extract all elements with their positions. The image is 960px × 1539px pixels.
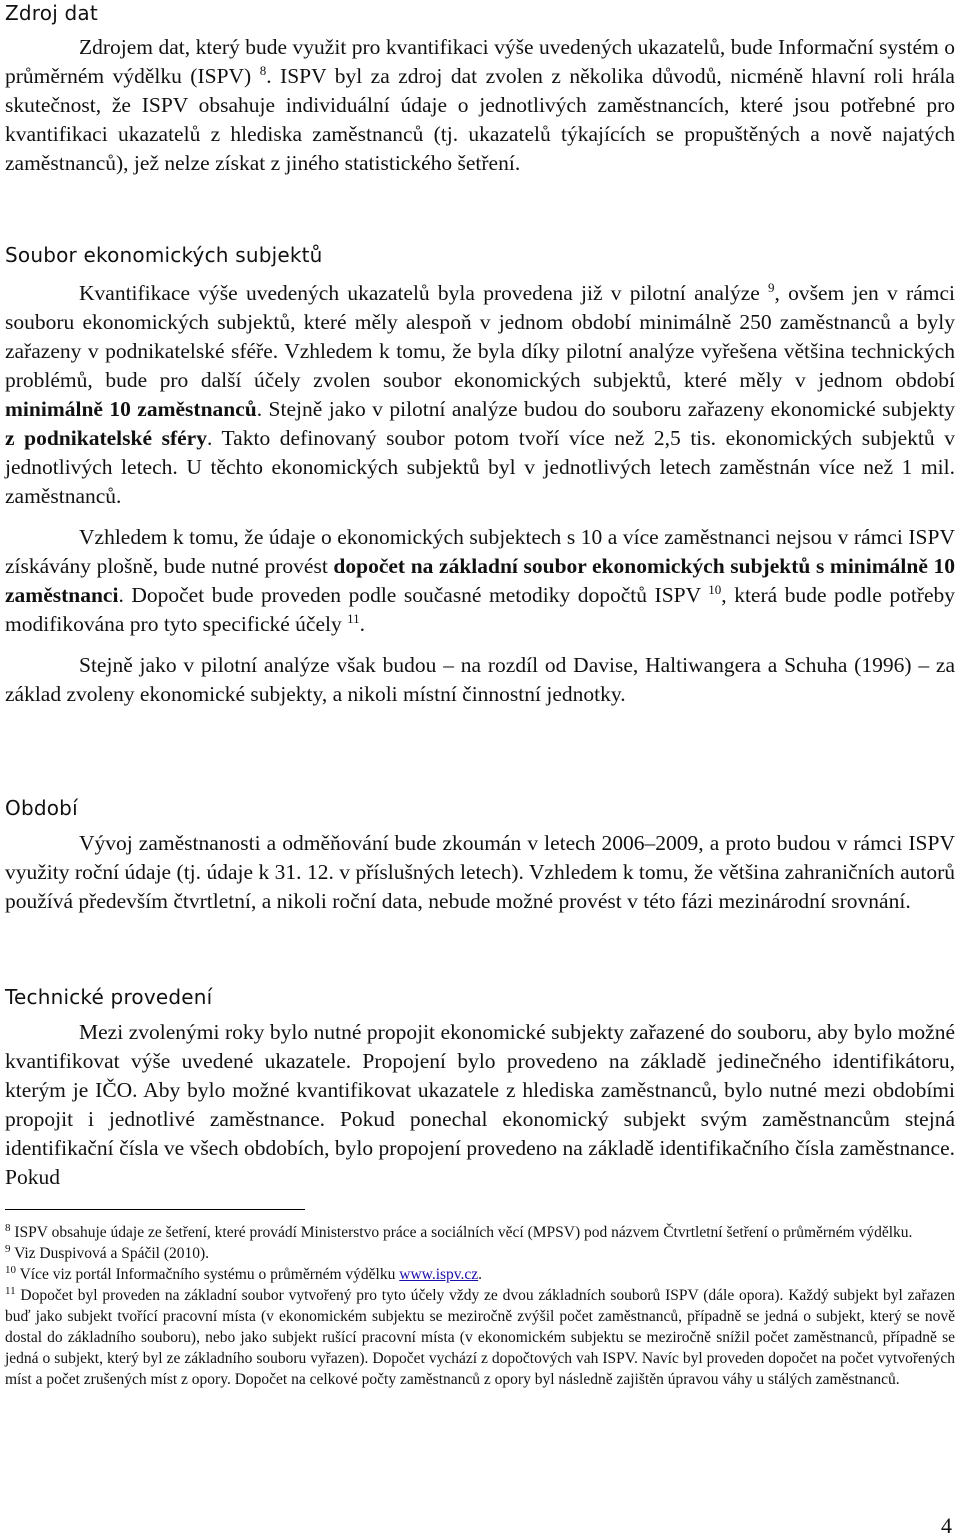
- text-run: . Dopočet bude proveden podle současné metodiky dopočtů ISPV: [118, 583, 709, 607]
- footnote-ref: 10: [708, 582, 722, 597]
- page-number: 4: [941, 1513, 952, 1538]
- footnote-text: Více viz portál Informačního systému o průměrném výdělku: [16, 1266, 400, 1283]
- footnote-number: 11: [5, 1285, 16, 1297]
- footnote: [5, 1285, 955, 1390]
- text-run: . Takto definovaný soubor potom tvoří více než 2,5 tis. ekonomických subjektů v jednotlivých letech. U těchto ekonomických subjektů byl v jednotlivých letech zaměstnán více než 1 mil. zaměstnanců.: [5, 426, 955, 508]
- text-run: Zdrojem dat, který bude využit pro kvantifikaci výše uvedených ukazatelů, bude Informační systém o průměrném výdělku (ISPV): [5, 35, 955, 88]
- text-run: Stejně jako v pilotní analýze však budou – na rozdíl od Davise, Haltiwangera a Schuha (1996) – za základ zvoleny ekonomické subjekty, a nikoli místní činnostní jednotky.: [5, 653, 955, 706]
- footnote-separator: [5, 1209, 305, 1210]
- section-body: [5, 1018, 955, 1192]
- footnote: [5, 1243, 955, 1264]
- paragraph: [5, 523, 955, 639]
- footnote-text: Viz Duspivová a Spáčil (2010).: [10, 1245, 210, 1262]
- bold-text: z podnikatelské sféry: [5, 426, 207, 450]
- footnote: [5, 1264, 955, 1285]
- section-body: [5, 33, 955, 178]
- text-run: . Stejně jako v pilotní analýze budou do souboru zařazeny ekonomické subjekty: [256, 397, 955, 421]
- paragraph: [5, 33, 955, 178]
- footnote-ref: 11: [347, 611, 360, 626]
- text-run: Mezi zvolenými roky bylo nutné propojit ekonomické subjekty zařazené do souboru, aby bylo možné kvantifikovat výše uvedené ukazatele. Propojení bylo provedeno na základě jedinečného identifikátoru, kterým je IČO. Aby bylo možné kvantifikovat ukazatele z hlediska zaměstnanců, bylo nutné mezi obdobími propojit i jednotlivé zaměstnance. Pokud ponechal ekonomický subjekt svým zaměstnancům stejná identifikační čísla ve všech obdobích, bylo propojení provedeno na základě identifikačního čísla zaměstnance. Pokud: [5, 1020, 955, 1189]
- paragraph: [5, 1018, 955, 1192]
- paragraph: [5, 279, 955, 511]
- section-body: [5, 829, 955, 916]
- paragraph: [5, 651, 955, 709]
- footnote-number: 9: [5, 1243, 11, 1255]
- paragraph: [5, 829, 955, 916]
- footnote-ref: 8: [259, 63, 267, 78]
- footnote-ref: 9: [768, 280, 775, 295]
- bold-text: minimálně 10 zaměstnanců: [5, 397, 257, 421]
- footnotes: [5, 1222, 955, 1390]
- ispv-link[interactable]: www.ispv.cz: [399, 1266, 479, 1283]
- section-heading: Zdroj dat: [5, 1, 98, 25]
- text-run: . ISPV byl za zdroj dat zvolen z několika důvodů, nicméně hlavní roli hrála skutečnost, že ISPV obsahuje individuální údaje o jednotlivých zaměstnancích, které jsou potřebné pro kvantifikaci ukazatelů z hlediska zaměstnanců (tj. ukazatelů týkajících se propuštěných a nově najatých zaměstnanců), jež nelze získat z jiného statistického šetření.: [5, 64, 955, 175]
- text-run: Vzhledem k tomu, že údaje o ekonomických subjektech s 10 a více zaměstnanci nejsou v rámci ISPV získávány plošně, bude nutné provést: [5, 525, 955, 578]
- section-heading: Období: [5, 796, 78, 820]
- section-body: [5, 279, 955, 709]
- text-run: .: [359, 612, 366, 636]
- section-heading: Soubor ekonomických subjektů: [5, 243, 323, 267]
- footnote-text: Dopočet byl proveden na základní soubor vytvořený pro tyto účely vždy ze dvou základních souborů ISPV (dále opora). Každý subjekt byl zařazen buď jako subjekt tvořící pracovní místa (v ekonomickém subjektu se meziročně zvýšil počet zaměstnanců, případně se jedná o subjekt, který se nově dostal do základního souboru), nebo jako subjekt rušící pracovní místa (v ekonomickém subjektu se meziročně snížil počet zaměstnanců, případně se jedná o subjekt, který byl ze základního souboru vyřazen). Dopočet vychází z dopočtových vah ISPV. Navíc byl proveden dopočet na počet vytvořených míst a počet zrušených míst z opory. Dopočet na celkové počty zaměstnanců z opory byl následně zajištěn úpravou váhy u stálých zaměstnanců.: [5, 1287, 955, 1388]
- footnote: [5, 1222, 955, 1243]
- bold-text: dopočet na základní soubor ekonomických subjektů s minimálně 10 zaměstnanci: [5, 554, 955, 607]
- section-heading: Technické provedení: [5, 985, 213, 1009]
- text-run: Vývoj zaměstnanosti a odměňování bude zkoumán v letech 2006–2009, a proto budou v rámci ISPV využity roční údaje (tj. údaje k 31. 12. v příslušných letech). Vzhledem k tomu, že většina zahraničních autorů používá především čtvrtletní, a nikoli roční data, nebude možné provést v této fázi mezinárodní srovnání.: [5, 831, 955, 913]
- text-run: , která bude podle potřeby modifikována pro tyto specifické účely: [5, 583, 955, 636]
- text-run: Kvantifikace výše uvedených ukazatelů byla provedena již v pilotní analýze: [79, 281, 769, 305]
- footnote-text: .: [478, 1266, 483, 1283]
- text-run: , ovšem jen v rámci souboru ekonomických subjektů, které měly alespoň v jednom období minimálně 250 zaměstnanců a byly zařazeny v podnikatelské sféře. Vzhledem k tomu, že byla díky pilotní analýze vyřešena většina technických problémů, bude pro další účely zvolen soubor ekonomických subjektů, které měly v jednom období: [5, 281, 956, 392]
- footnote-text: ISPV obsahuje údaje ze šetření, které provádí Ministerstvo práce a sociálních věcí (MPSV) pod názvem Čtvrtletní šetření o průměrném výdělku.: [10, 1224, 913, 1241]
- footnote-number: 8: [5, 1222, 11, 1234]
- footnote-number: 10: [5, 1264, 16, 1276]
